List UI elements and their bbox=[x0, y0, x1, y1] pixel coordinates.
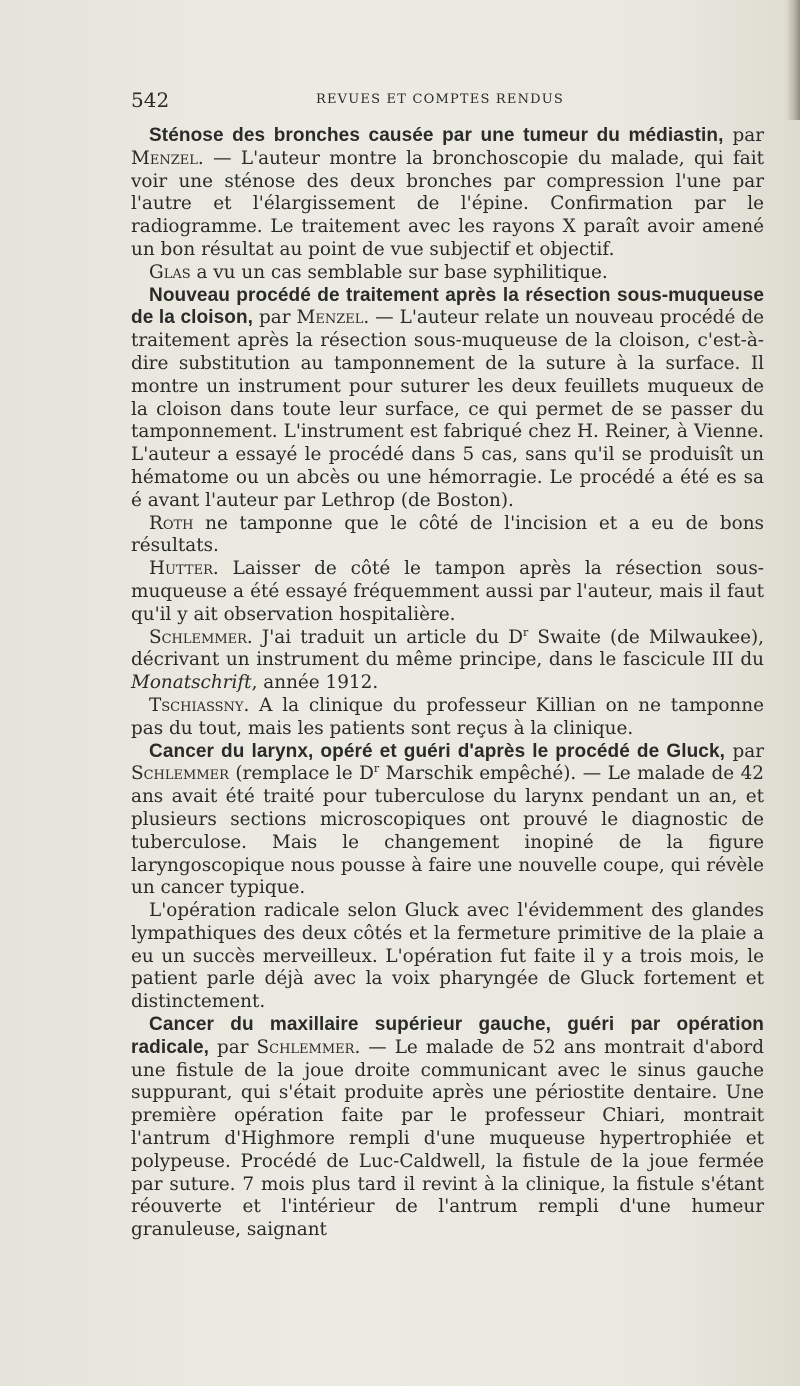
paragraph-schlemmer: Schlemmer. J'ai traduit un article du $D^r$ Swaite (de Milwaukee), décrivant un instrument du même principe, dans le fascicule III du Monatschrift, année 1912. bbox=[131, 625, 765, 694]
paragraph-glas: Glas a vu un cas semblable sur base syphilitique. bbox=[149, 261, 608, 283]
author-name: Hutter bbox=[149, 558, 213, 580]
paragraph-operation-radicale: L'opération radicale selon Gluck avec l'évidemment des glandes lympathiques des deux côtés et la fermeture primitive de la plaie a eu un succès merveilleux. L'opération fut faite il y a trois mois, le patient parle déjà avec la voix pharyngée de Gluck fortement et distinctement. bbox=[131, 900, 764, 1013]
author-name: Roth bbox=[149, 512, 194, 534]
paragraph-tschiassny: Tschiassny. A la clinique du professeur Killian on ne tamponne pas du tout, mais les patients sont reçus à la clinique. bbox=[131, 694, 764, 739]
heading-stenose: Sténose des bronches causée par une tumeur du médiastin, bbox=[149, 125, 724, 146]
page-number: 542 bbox=[131, 88, 170, 112]
author-name: Glas bbox=[149, 261, 191, 283]
running-head-title: REVUES ET COMPTES RENDUS bbox=[316, 92, 565, 107]
author-name: Schlemmer bbox=[256, 1036, 355, 1058]
author-name: Schlemmer bbox=[149, 626, 247, 648]
heading-cancer-larynx: Cancer du larynx, opéré et guéri d'après le procédé de Gluck, bbox=[149, 740, 725, 762]
author-name: Menzel bbox=[131, 147, 198, 169]
author-name: Menzel bbox=[296, 307, 364, 329]
paragraph-hutter: Hutter. Laisser de côté le tampon après la résection sous-muqueuse a été essayé fréquemment aussi par l'auteur, mais il faut qu'il y ait observation hospitalière. bbox=[131, 558, 764, 625]
heading-cancer-maxillaire: Cancer du maxillaire supérieur gauche, guéri par opération radicale, bbox=[131, 1014, 764, 1058]
article-body bbox=[131, 125, 764, 1242]
paragraph-roth: Roth ne tamponne que le côté de l'incision et a eu de bons résultats. bbox=[131, 512, 764, 557]
heading-procede: Nouveau procédé de traitement après la résection sous-muqueuse de la cloison, bbox=[131, 284, 764, 329]
running-head bbox=[131, 88, 764, 112]
page-edge-shadow bbox=[786, 0, 800, 120]
journal-title: Monatschrift bbox=[131, 672, 252, 694]
paragraph-procede: Nouveau procédé de traitement après la résection sous-muqueuse de la cloison, par Menzel. — L'auteur relate un nouveau procédé de traitement après la résection sous-muqueuse de la cloison, c'est-à-dire substitution au tamponnement de la suture à la surface. Il montre un instrument pour suturer les deux feuillets muqueux de la cloison dans toute leur surface, ce qui permet de se passer du tamponnement. L'instrument est fabriqué chez H. Reiner, à Vienne. L'auteur a essayé le procédé dans 5 cas, sans qu'il se produisît un hématome ou un abcès ou une hémorragie. Le procédé a été es sa é avant l'auteur par Lethrop (de Boston). bbox=[131, 284, 764, 511]
paragraph-stenose: Sténose des bronches causée par une tumeur du médiastin, par Menzel. — L'auteur montre la bronchoscopie du malade, qui fait voir une sténose des deux bronches par compression l'une par l'autre et l'élargissement de l'épine. Confirmation par le radiogramme. Le traitement avec les rayons X paraît avoir amené un bon résultat au point de vue subjectif et objectif. bbox=[131, 125, 764, 260]
paragraph-cancer-maxillaire: Cancer du maxillaire supérieur gauche, guéri par opération radicale, par Schlemmer. — Le malade de 52 ans montrait d'abord une fistule de la joue droite communicant avec le sinus gauche suppurant, qui s'était produite après une périostite dentaire. Une première opération faite par le professeur Chiari, montrait l'antrum d'Highmore rempli d'une muqueuse hypertrophiée et polypeuse. Procédé de Luc-Caldwell, la fistule de la joue fermée par suture. 7 mois plus tard il revint à la clinique, la fistule s'étant réouverte et l'intérieur de l'antrum rempli d'une humeur granuleuse, saignant bbox=[131, 1014, 764, 1241]
author-name: Schlemmer bbox=[131, 763, 229, 785]
author-name: Tschiassny bbox=[149, 694, 244, 716]
paragraph-cancer-larynx: Cancer du larynx, opéré et guéri d'après le procédé de Gluck, par Schlemmer (remplace le $D^r$ Marschik empêché). — Le malade de 42 ans avait été traité pour tuberculose du larynx pendant un an, et plusieurs sections microscopiques ont prouvé le diagnostic de tuberculose. Mais le changement inopiné de la figure laryngoscopique nous pousse à faire une nouvelle coupe, qui révèle un cancer typique. bbox=[131, 740, 765, 899]
